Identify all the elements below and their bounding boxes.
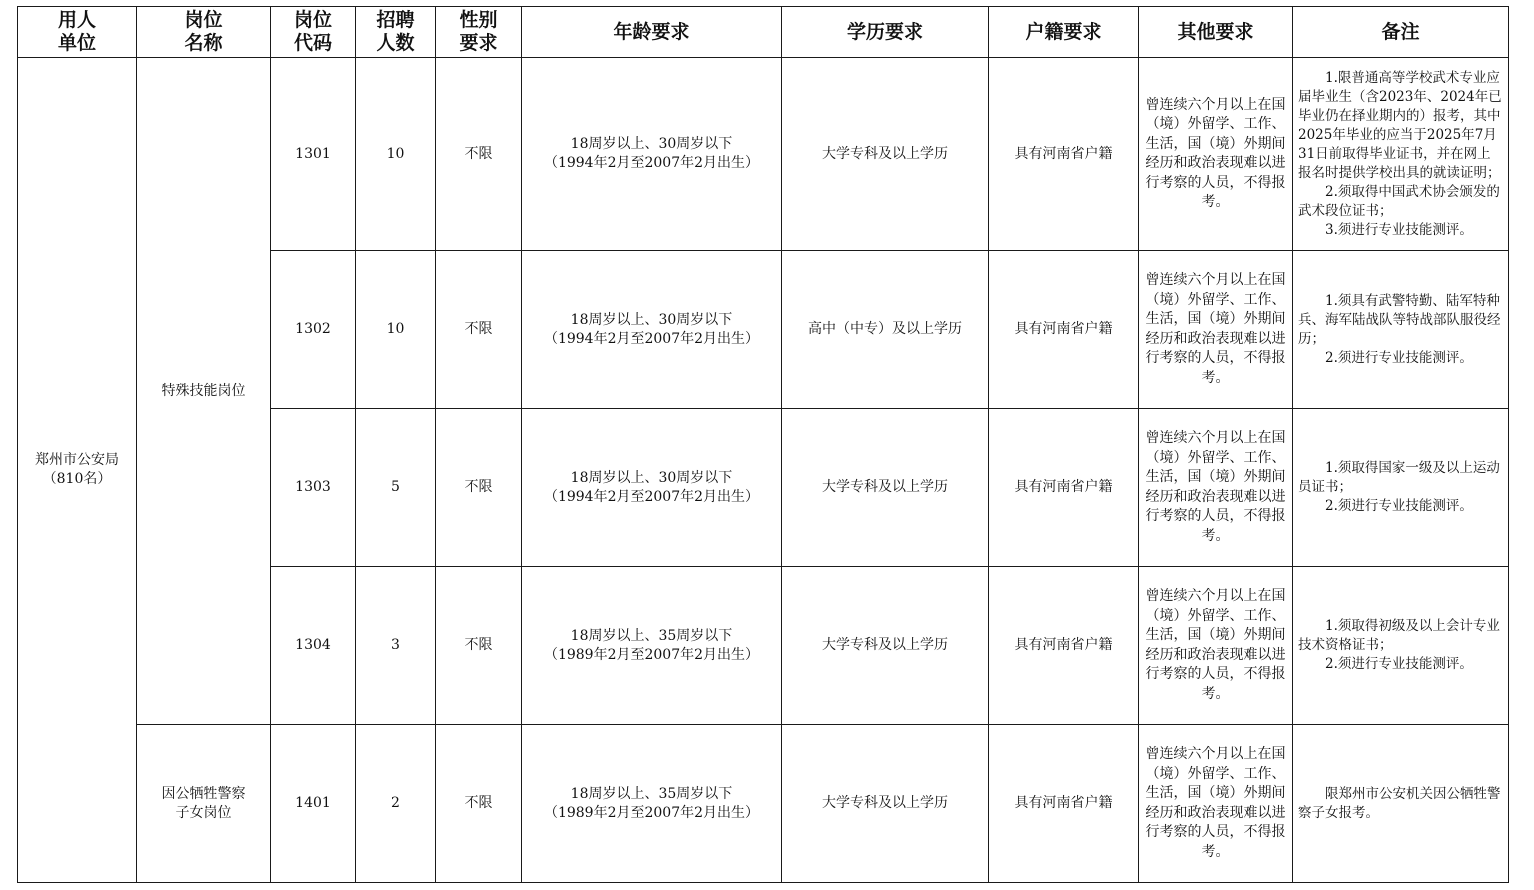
education-cell: 大学专科及以上学历	[782, 409, 989, 567]
education-cell: 大学专科及以上学历	[782, 567, 989, 725]
count-cell: 5	[356, 409, 436, 567]
header-age: 年龄要求	[522, 7, 782, 58]
count-cell: 3	[356, 567, 436, 725]
header-count: 招聘 人数	[356, 7, 436, 58]
hukou-cell: 具有河南省户籍	[989, 251, 1139, 409]
gender-cell: 不限	[436, 409, 522, 567]
notes-cell: 1.限普通高等学校武术专业应届毕业生（含2023年、2024年已毕业仍在择业期内的）报考，其中2025年毕业的应当于2025年7月31日前取得毕业证书，并在网上报名时提供学校出具的就读证明； 2.须取得中国武术协会颁发的武术段位证书； 3.须进行专业技能测评。	[1293, 58, 1509, 251]
post-name-cell: 因公牺牲警察 子女岗位	[137, 725, 271, 883]
post-code-cell: 1303	[271, 409, 356, 567]
gender-cell: 不限	[436, 725, 522, 883]
gender-cell: 不限	[436, 58, 522, 251]
table-row	[18, 58, 1509, 251]
notes-cell: 1.须具有武警特勤、陆军特种兵、海军陆战队等特战部队服役经历； 2.须进行专业技能测评。	[1293, 251, 1509, 409]
education-cell: 高中（中专）及以上学历	[782, 251, 989, 409]
count-cell: 10	[356, 251, 436, 409]
count-cell: 2	[356, 725, 436, 883]
education-cell: 大学专科及以上学历	[782, 58, 989, 251]
notes-cell: 限郑州市公安机关因公牺牲警察子女报考。	[1293, 725, 1509, 883]
other-requirements-cell: 曾连续六个月以上在国（境）外留学、工作、生活，国（境）外期间经历和政治表现难以进行考察的人员，不得报考。	[1139, 567, 1293, 725]
header-notes: 备注	[1293, 7, 1509, 58]
header-post-name: 岗位 名称	[137, 7, 271, 58]
hukou-cell: 具有河南省户籍	[989, 58, 1139, 251]
header-post-code: 岗位 代码	[271, 7, 356, 58]
other-requirements-cell: 曾连续六个月以上在国（境）外留学、工作、生活，国（境）外期间经历和政治表现难以进行考察的人员，不得报考。	[1139, 251, 1293, 409]
unit-cell: 郑州市公安局 （810名）	[18, 58, 137, 883]
gender-cell: 不限	[436, 251, 522, 409]
post-code-cell: 1302	[271, 251, 356, 409]
post-code-cell: 1301	[271, 58, 356, 251]
age-cell: 18周岁以上、30周岁以下 （1994年2月至2007年2月出生）	[522, 409, 782, 567]
notes-cell: 1.须取得初级及以上会计专业技术资格证书； 2.须进行专业技能测评。	[1293, 567, 1509, 725]
age-cell: 18周岁以上、35周岁以下 （1989年2月至2007年2月出生）	[522, 725, 782, 883]
header-gender: 性别 要求	[436, 7, 522, 58]
post-name-cell: 特殊技能岗位	[137, 58, 271, 725]
age-cell: 18周岁以上、30周岁以下 （1994年2月至2007年2月出生）	[522, 58, 782, 251]
hukou-cell: 具有河南省户籍	[989, 567, 1139, 725]
header-row	[18, 7, 1509, 58]
count-cell: 10	[356, 58, 436, 251]
post-code-cell: 1304	[271, 567, 356, 725]
header-unit: 用人 单位	[18, 7, 137, 58]
header-other: 其他要求	[1139, 7, 1293, 58]
other-requirements-cell: 曾连续六个月以上在国（境）外留学、工作、生活，国（境）外期间经历和政治表现难以进行考察的人员，不得报考。	[1139, 58, 1293, 251]
post-code-cell: 1401	[271, 725, 356, 883]
header-hukou: 户籍要求	[989, 7, 1139, 58]
age-cell: 18周岁以上、30周岁以下 （1994年2月至2007年2月出生）	[522, 251, 782, 409]
hukou-cell: 具有河南省户籍	[989, 409, 1139, 567]
other-requirements-cell: 曾连续六个月以上在国（境）外留学、工作、生活，国（境）外期间经历和政治表现难以进行考察的人员，不得报考。	[1139, 725, 1293, 883]
gender-cell: 不限	[436, 567, 522, 725]
other-requirements-cell: 曾连续六个月以上在国（境）外留学、工作、生活，国（境）外期间经历和政治表现难以进行考察的人员，不得报考。	[1139, 409, 1293, 567]
header-education: 学历要求	[782, 7, 989, 58]
age-cell: 18周岁以上、35周岁以下 （1989年2月至2007年2月出生）	[522, 567, 782, 725]
education-cell: 大学专科及以上学历	[782, 725, 989, 883]
table-row	[18, 725, 1509, 883]
recruitment-table	[17, 6, 1509, 883]
notes-cell: 1.须取得国家一级及以上运动员证书； 2.须进行专业技能测评。	[1293, 409, 1509, 567]
hukou-cell: 具有河南省户籍	[989, 725, 1139, 883]
